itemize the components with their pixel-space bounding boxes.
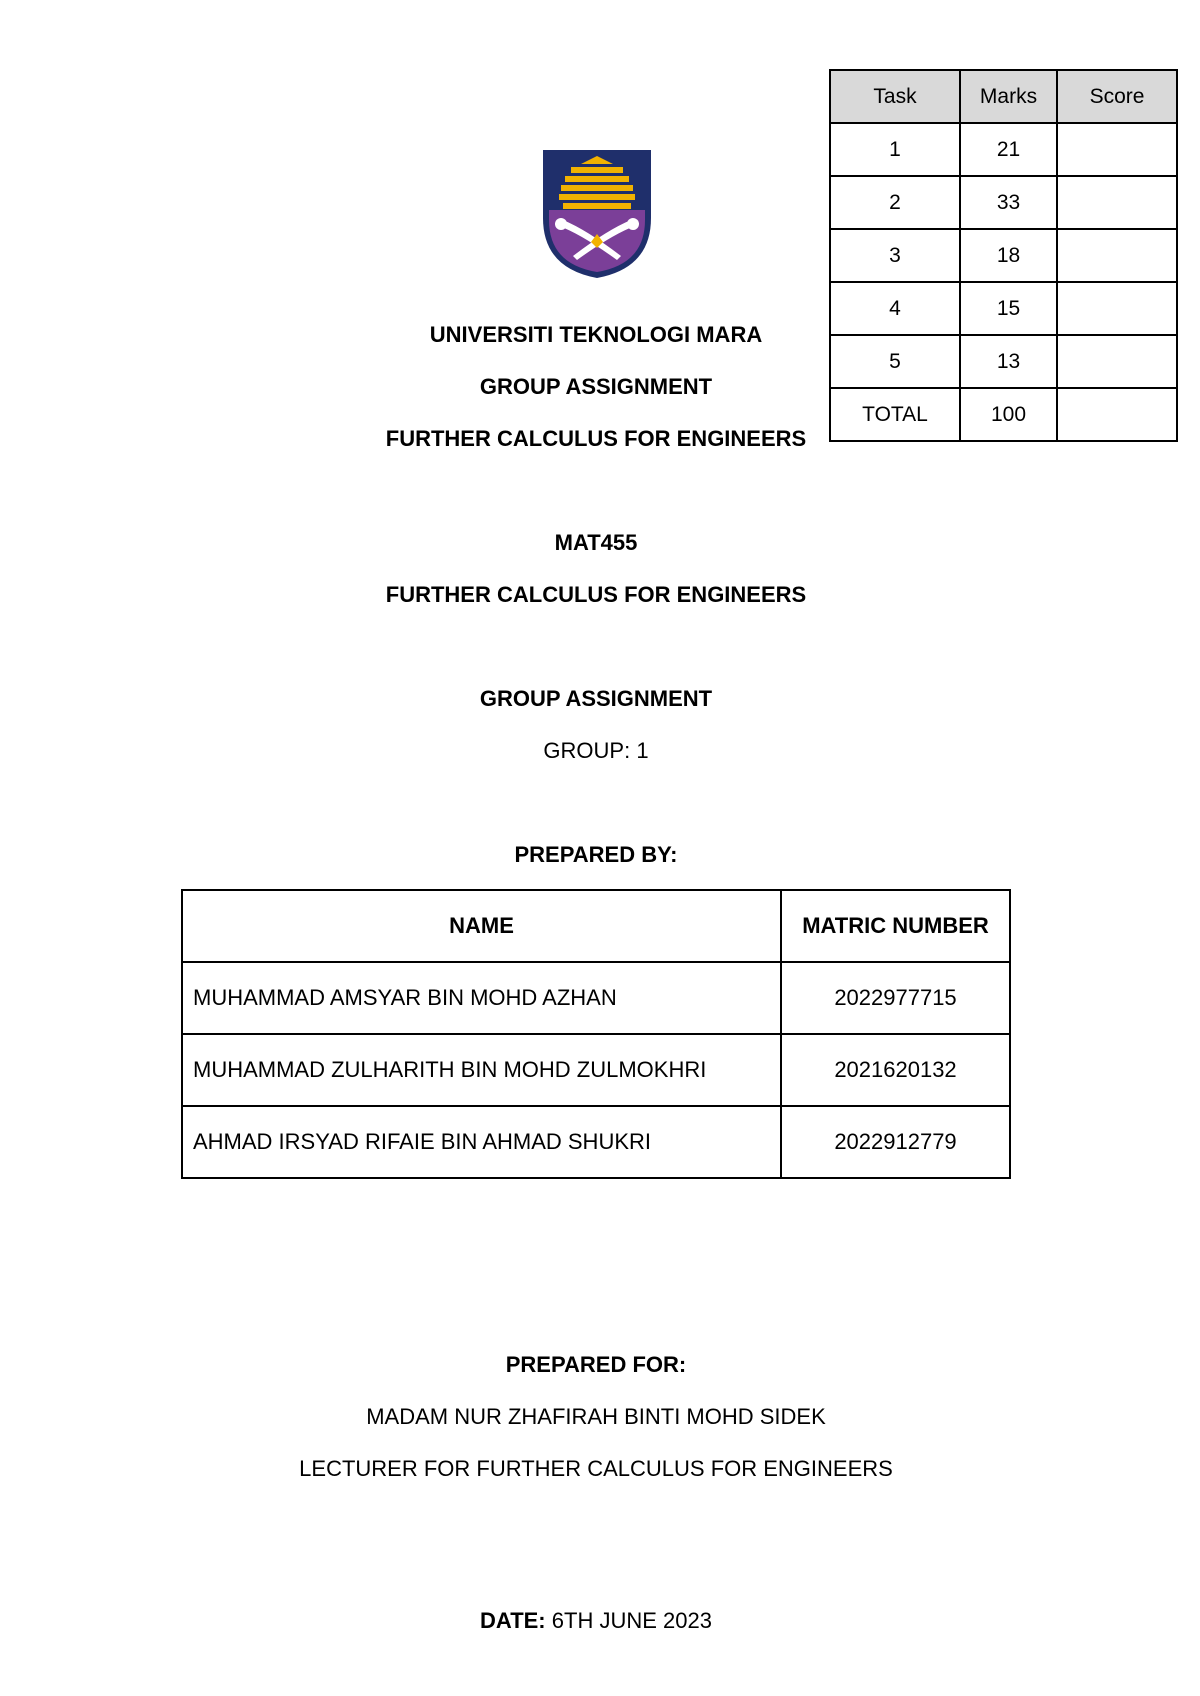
date-value: 6TH JUNE 2023 bbox=[551, 1608, 712, 1633]
table-row bbox=[182, 1106, 1010, 1178]
member-name: MUHAMMAD AMSYAR BIN MOHD AZHAN bbox=[182, 962, 781, 1034]
group-number: GROUP: 1 bbox=[543, 738, 649, 763]
marks-task-cell: 5 bbox=[830, 335, 960, 388]
course-title: FURTHER CALCULUS FOR ENGINEERS bbox=[385, 426, 807, 451]
members-header-matric: MATRIC NUMBER bbox=[781, 890, 1010, 962]
lecturer-role: LECTURER FOR FURTHER CALCULUS FOR ENGINEERS bbox=[299, 1456, 893, 1481]
member-name: AHMAD IRSYAD RIFAIE BIN AHMAD SHUKRI bbox=[182, 1106, 781, 1178]
date-line bbox=[0, 1606, 1192, 1636]
marks-task-cell: TOTAL bbox=[830, 388, 960, 441]
marks-task-cell: 2 bbox=[830, 176, 960, 229]
prepared-for-title: PREPARED FOR: bbox=[505, 1352, 687, 1377]
members-header-name: NAME bbox=[182, 890, 781, 962]
marks-task-cell: 4 bbox=[830, 282, 960, 335]
marks-value-cell: 18 bbox=[960, 229, 1057, 282]
marks-row bbox=[830, 229, 1177, 282]
marks-header-task: Task bbox=[830, 70, 960, 123]
marks-row bbox=[830, 123, 1177, 176]
marks-value-cell: 33 bbox=[960, 176, 1057, 229]
course-name: FURTHER CALCULUS FOR ENGINEERS bbox=[385, 582, 807, 607]
assignment-type: GROUP ASSIGNMENT bbox=[479, 374, 713, 399]
marks-score-cell bbox=[1057, 123, 1177, 176]
member-matric: 2022977715 bbox=[781, 962, 1010, 1034]
group-assignment-title: GROUP ASSIGNMENT bbox=[479, 686, 713, 711]
marks-row bbox=[830, 176, 1177, 229]
marks-value-cell: 100 bbox=[960, 388, 1057, 441]
prepared-by-title: PREPARED BY: bbox=[514, 842, 678, 867]
marks-score-cell bbox=[1057, 229, 1177, 282]
marks-task-cell: 1 bbox=[830, 123, 960, 176]
marks-value-cell: 15 bbox=[960, 282, 1057, 335]
course-code: MAT455 bbox=[554, 530, 638, 555]
table-row bbox=[182, 1034, 1010, 1106]
lecturer-name: MADAM NUR ZHAFIRAH BINTI MOHD SIDEK bbox=[366, 1404, 826, 1429]
marks-score-cell bbox=[1057, 176, 1177, 229]
marks-value-cell: 21 bbox=[960, 123, 1057, 176]
marks-value-cell: 13 bbox=[960, 335, 1057, 388]
member-matric: 2021620132 bbox=[781, 1034, 1010, 1106]
marks-header-score: Score bbox=[1057, 70, 1177, 123]
table-row bbox=[182, 962, 1010, 1034]
member-matric: 2022912779 bbox=[781, 1106, 1010, 1178]
marks-header-marks: Marks bbox=[960, 70, 1057, 123]
members-table bbox=[181, 889, 1011, 1179]
university-name: UNIVERSITI TEKNOLOGI MARA bbox=[429, 322, 763, 347]
marks-task-cell: 3 bbox=[830, 229, 960, 282]
uitm-crest-icon bbox=[541, 148, 653, 280]
date-label: DATE: bbox=[480, 1608, 546, 1633]
member-name: MUHAMMAD ZULHARITH BIN MOHD ZULMOKHRI bbox=[182, 1034, 781, 1106]
